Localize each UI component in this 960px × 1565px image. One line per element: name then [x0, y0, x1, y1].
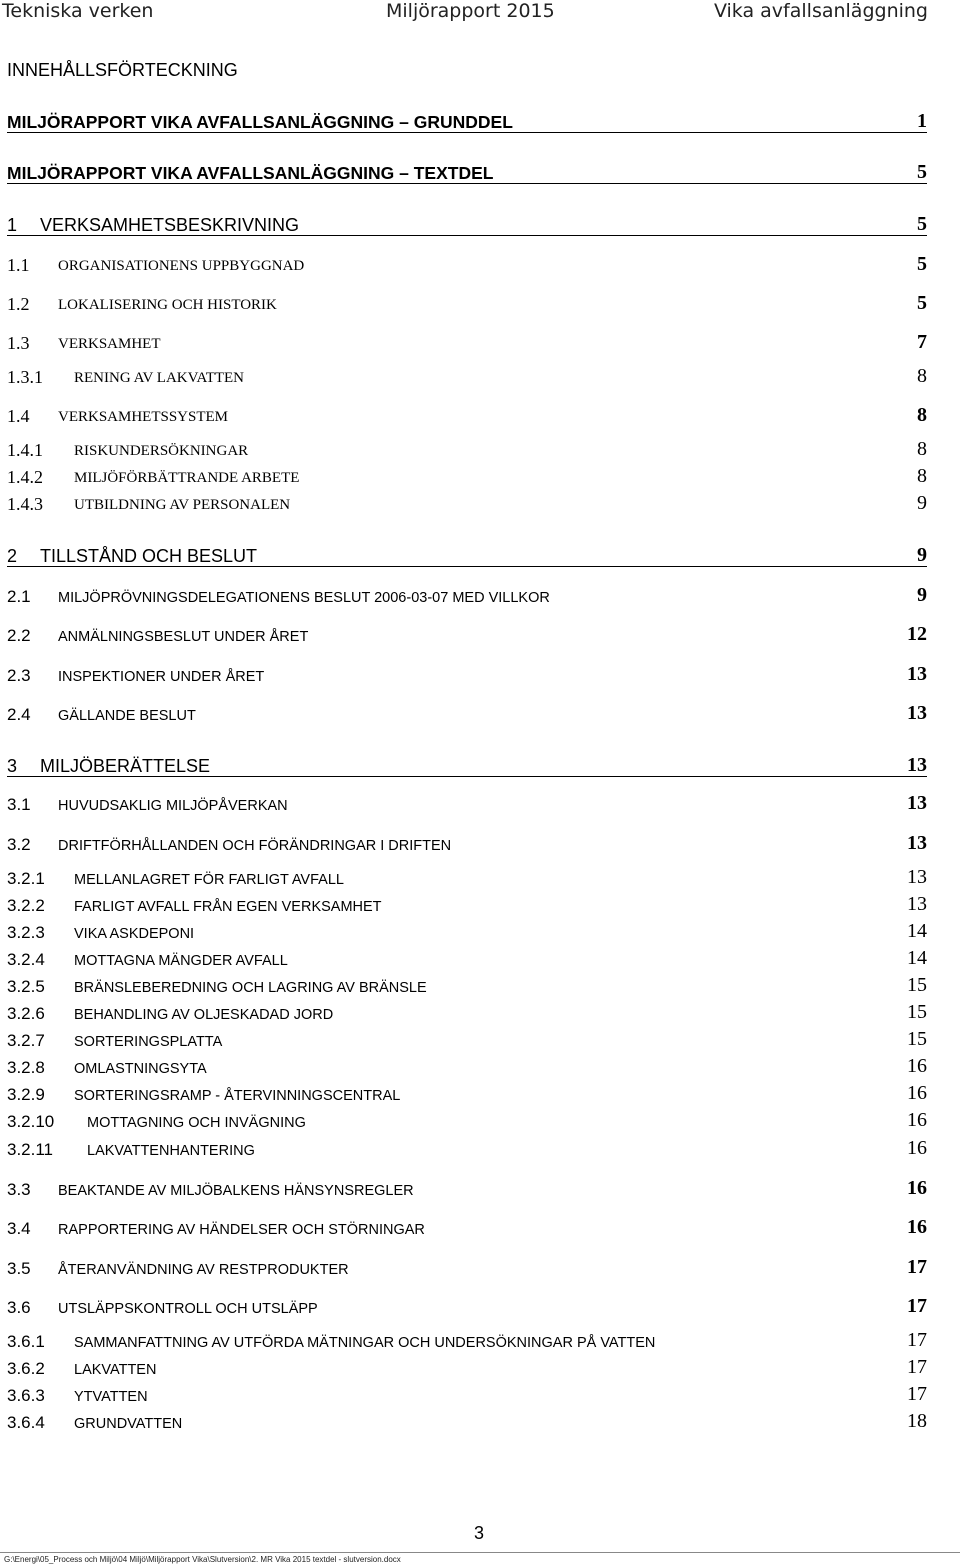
toc-entry-number: 3.2.7 — [7, 1031, 45, 1050]
toc-entry-label: BEHANDLING AV OLJESKADAD JORD — [74, 1006, 334, 1023]
toc-entry-1-3-1[interactable] — [7, 364, 927, 388]
toc-entry-number: 2.2 — [7, 626, 31, 645]
toc-entry-number: 3.6 — [7, 1298, 31, 1317]
toc-entry-label: VERKSAMHET — [58, 336, 161, 352]
toc-entry-label: RENING AV LAKVATTEN — [74, 370, 245, 386]
toc-entry-label: VERKSAMHETSBESKRIVNING — [40, 215, 300, 235]
toc-entry-3-2-6[interactable] — [7, 1000, 927, 1024]
toc-entry-3-6-3[interactable] — [7, 1382, 927, 1406]
toc-entry-3-4[interactable] — [7, 1215, 927, 1239]
toc-entry-page: 9 — [917, 544, 927, 566]
toc-entry-number: 1.3 — [7, 333, 30, 353]
toc-entry-label: ORGANISATIONENS UPPBYGGNAD — [58, 258, 305, 274]
toc-entry-3-2-7[interactable] — [7, 1027, 927, 1051]
toc-title: INNEHÅLLSFÖRTECKNING — [7, 60, 238, 80]
toc-entry-page: 17 — [907, 1329, 927, 1351]
toc-entry-number: 1 — [7, 215, 18, 235]
toc-entry-label: RISKUNDERSÖKNINGAR — [74, 443, 249, 459]
toc-entry-number: 3.1 — [7, 795, 31, 814]
toc-entry-number: 3 — [7, 756, 18, 776]
footer-divider — [0, 1552, 960, 1553]
toc-entry-page: 16 — [907, 1177, 927, 1199]
toc-entry-page: 13 — [907, 792, 927, 814]
toc-entry-2-2[interactable] — [7, 622, 927, 646]
toc-entry-page: 17 — [907, 1356, 927, 1378]
toc-entry-label: MILJÖBERÄTTELSE — [40, 756, 211, 776]
toc-entry-3[interactable] — [7, 753, 927, 777]
toc-entry-label: BRÄNSLEBEREDNING OCH LAGRING AV BRÄNSLE — [74, 979, 427, 996]
toc-entry-number: 1.4.2 — [7, 467, 43, 487]
toc-entry-number: 3.3 — [7, 1180, 31, 1199]
toc-entry-underline — [7, 183, 927, 185]
toc-entry-page: 8 — [917, 365, 927, 387]
toc-entry-3-1[interactable] — [7, 791, 927, 815]
toc-entry-label: MILJÖPRÖVNINGSDELEGATIONENS BESLUT 2006-03-07 MED VILLKOR — [58, 589, 550, 606]
toc-entry-label: GRUNDVATTEN — [74, 1415, 183, 1432]
page-header — [0, 0, 960, 24]
toc-entry-number: 1.4 — [7, 406, 30, 426]
toc-entry-3-2-9[interactable] — [7, 1081, 927, 1105]
toc-entry-page: 13 — [907, 663, 927, 685]
toc-entry-number: 2 — [7, 546, 18, 566]
toc-entry-3-6-1[interactable] — [7, 1328, 927, 1352]
toc-entry-number: 3.6.2 — [7, 1359, 45, 1378]
toc-entry-label: SAMMANFATTNING AV UTFÖRDA MÄTNINGAR OCH UNDERSÖKNINGAR PÅ VATTEN — [74, 1334, 656, 1351]
toc-entry-page: 8 — [917, 404, 927, 426]
toc-entry-page: 13 — [907, 754, 927, 776]
toc-entry-label: UTSLÄPPSKONTROLL OCH UTSLÄPP — [58, 1300, 318, 1317]
toc-entry-miljorapport-vika-avfallsanlaggning-grunddel[interactable] — [7, 109, 927, 133]
toc-entry-label: VIKA ASKDEPONI — [74, 925, 195, 942]
toc-entry-number: 2.4 — [7, 705, 31, 724]
toc-entry-number: 3.2.3 — [7, 923, 45, 942]
toc-entry-label: ANMÄLNINGSBESLUT UNDER ÅRET — [58, 628, 309, 645]
toc-entry-underline — [7, 235, 927, 237]
toc-entry-page: 15 — [907, 1028, 927, 1050]
toc-entry-page: 18 — [907, 1410, 927, 1432]
toc-entry-label: MILJÖRAPPORT VIKA AVFALLSANLÄGGNING – GRUNDDEL — [7, 111, 513, 132]
toc-entry-number: 3.2.5 — [7, 977, 45, 996]
toc-entry-underline — [7, 776, 927, 778]
toc-entry-number: 1.4.1 — [7, 440, 43, 460]
toc-entry-3-6-2[interactable] — [7, 1355, 927, 1379]
toc-entry-label: RAPPORTERING AV HÄNDELSER OCH STÖRNINGAR — [58, 1221, 425, 1238]
toc-entry-label: FARLIGT AVFALL FRÅN EGEN VERKSAMHET — [74, 898, 382, 915]
page-number: 3 — [474, 1523, 485, 1543]
toc-entry-page: 13 — [907, 702, 927, 724]
toc-entry-2[interactable] — [7, 543, 927, 567]
toc-entry-label: BEAKTANDE AV MILJÖBALKENS HÄNSYNSREGLER — [58, 1182, 414, 1199]
toc-entry-3-6-4[interactable] — [7, 1409, 927, 1433]
toc-entry-label: LOKALISERING OCH HISTORIK — [58, 297, 277, 313]
toc-entry-1[interactable] — [7, 212, 927, 236]
toc-entry-label: SORTERINGSRAMP - ÅTERVINNINGSCENTRAL — [74, 1087, 401, 1104]
toc-entry-page: 16 — [907, 1216, 927, 1238]
toc-entry-1-4-2[interactable] — [7, 464, 927, 488]
toc-entry-page: 5 — [917, 253, 927, 275]
toc-entry-label: MOTTAGNA MÄNGDER AVFALL — [74, 952, 288, 969]
toc-entry-number: 3.2 — [7, 835, 31, 854]
toc-entry-label: HUVUDSAKLIG MILJÖPÅVERKAN — [58, 797, 288, 814]
toc-entry-3-6[interactable] — [7, 1294, 927, 1318]
toc-entry-number: 2.1 — [7, 587, 31, 606]
toc-entry-label: YTVATTEN — [74, 1388, 148, 1405]
toc-entry-page: 14 — [907, 947, 927, 969]
toc-entry-page: 17 — [907, 1383, 927, 1405]
toc-entry-number: 1.2 — [7, 294, 30, 314]
toc-entry-1-2[interactable] — [7, 291, 927, 315]
toc-entry-number: 1.3.1 — [7, 367, 43, 387]
toc-entry-3-2[interactable] — [7, 831, 927, 855]
toc-entry-3-2-5[interactable] — [7, 973, 927, 997]
toc-entry-3-3[interactable] — [7, 1176, 927, 1200]
toc-entry-number: 3.2.10 — [7, 1112, 55, 1131]
toc-entry-number: 3.4 — [7, 1219, 31, 1238]
toc-entry-1-4-1[interactable] — [7, 437, 927, 461]
toc-entry-label: VERKSAMHETSSYSTEM — [58, 409, 229, 425]
toc-entry-number: 3.2.8 — [7, 1058, 45, 1077]
toc-entry-number: 1.1 — [7, 255, 30, 275]
toc-entry-label: UTBILDNING AV PERSONALEN — [74, 497, 291, 513]
toc-entry-number: 3.2.11 — [7, 1140, 54, 1159]
toc-entry-2-3[interactable] — [7, 662, 927, 686]
toc-entry-page: 8 — [917, 438, 927, 460]
footer-file-path: G:\Energi\05_Process och Miljö\04 Miljö\Miljörapport Vika\Slutversion\2. MR Vika 2015 textdel - slutversion.docx — [4, 1555, 401, 1564]
toc-entry-1-3[interactable] — [7, 330, 927, 354]
toc-entry-1-4-3[interactable] — [7, 491, 927, 515]
toc-entry-label: TILLSTÅND OCH BESLUT — [40, 546, 258, 566]
toc-entry-3-2-2[interactable] — [7, 892, 927, 916]
toc-entry-page: 12 — [907, 623, 927, 645]
toc-entry-page: 5 — [917, 213, 927, 235]
toc-entry-2-1[interactable] — [7, 583, 927, 607]
toc-entry-number: 3.6.3 — [7, 1386, 45, 1405]
toc-entry-underline — [7, 566, 927, 568]
toc-entry-3-2-11[interactable] — [7, 1136, 927, 1160]
toc-entry-page: 15 — [907, 974, 927, 996]
toc-entry-3-2-1[interactable] — [7, 865, 927, 889]
toc-entry-2-4[interactable] — [7, 701, 927, 725]
toc-entry-page: 14 — [907, 920, 927, 942]
toc-entry-3-5[interactable] — [7, 1255, 927, 1279]
toc-entry-number: 1.4.3 — [7, 494, 43, 514]
toc-entry-3-2-4[interactable] — [7, 946, 927, 970]
toc-entry-3-2-3[interactable] — [7, 919, 927, 943]
toc-entry-page: 7 — [917, 331, 927, 353]
toc-entry-1-4[interactable] — [7, 403, 927, 427]
toc-entry-number: 3.2.4 — [7, 950, 45, 969]
header-site-name: Vika avfallsanläggning — [713, 0, 928, 22]
toc-entry-label: MILJÖFÖRBÄTTRANDE ARBETE — [74, 470, 300, 486]
toc-entry-page: 16 — [907, 1137, 927, 1159]
toc-entry-number: 3.5 — [7, 1259, 31, 1278]
toc-entry-number: 3.6.4 — [7, 1413, 45, 1432]
toc-entry-number: 3.2.1 — [7, 869, 45, 888]
toc-entry-underline — [7, 132, 927, 134]
toc-entry-number: 2.3 — [7, 666, 31, 685]
toc-entry-page: 17 — [907, 1256, 927, 1278]
toc-entry-page: 5 — [917, 292, 927, 314]
toc-entry-label: MOTTAGNING OCH INVÄGNING — [87, 1114, 306, 1131]
toc-entry-page: 9 — [917, 492, 927, 514]
toc-entry-miljorapport-vika-avfallsanlaggning-textdel[interactable] — [7, 160, 927, 184]
toc-entry-label: LAKVATTENHANTERING — [87, 1142, 255, 1159]
toc-entry-label: MILJÖRAPPORT VIKA AVFALLSANLÄGGNING – TEXTDEL — [7, 162, 494, 183]
toc-entry-page: 16 — [907, 1109, 927, 1131]
toc-entry-page: 13 — [907, 832, 927, 854]
toc-entry-page: 15 — [907, 1001, 927, 1023]
toc-entry-number: 3.2.6 — [7, 1004, 45, 1023]
toc-entry-number: 3.2.9 — [7, 1085, 45, 1104]
toc-entry-page: 17 — [907, 1295, 927, 1317]
toc-entry-page: 9 — [917, 584, 927, 606]
toc-entry-3-2-8[interactable] — [7, 1054, 927, 1078]
toc-entry-page: 16 — [907, 1055, 927, 1077]
toc-entry-label: MELLANLAGRET FÖR FARLIGT AVFALL — [74, 871, 344, 888]
toc-entry-page: 8 — [917, 465, 927, 487]
toc-entry-label: ÅTERANVÄNDNING AV RESTPRODUKTER — [58, 1261, 349, 1278]
toc-entry-label: LAKVATTEN — [74, 1361, 157, 1378]
toc-entry-label: DRIFTFÖRHÅLLANDEN OCH FÖRÄNDRINGAR I DRIFTEN — [58, 837, 452, 854]
toc-entry-label: GÄLLANDE BESLUT — [58, 707, 196, 724]
toc-entry-label: SORTERINGSPLATTA — [74, 1033, 223, 1050]
toc-entry-page: 5 — [917, 161, 927, 183]
toc-entry-page: 13 — [907, 893, 927, 915]
toc-entry-number: 3.6.1 — [7, 1332, 45, 1351]
toc-entry-page: 16 — [907, 1082, 927, 1104]
header-company: Tekniska verken — [2, 0, 154, 22]
toc-entry-page: 13 — [907, 866, 927, 888]
toc-entry-3-2-10[interactable] — [7, 1108, 927, 1132]
toc-entry-label: OMLASTNINGSYTA — [74, 1060, 207, 1077]
toc-entry-label: INSPEKTIONER UNDER ÅRET — [58, 668, 265, 685]
toc-entry-number: 3.2.2 — [7, 896, 45, 915]
toc-entry-page: 1 — [917, 110, 927, 132]
header-report-title: Miljörapport 2015 — [386, 0, 555, 22]
toc-entry-1-1[interactable] — [7, 252, 927, 276]
